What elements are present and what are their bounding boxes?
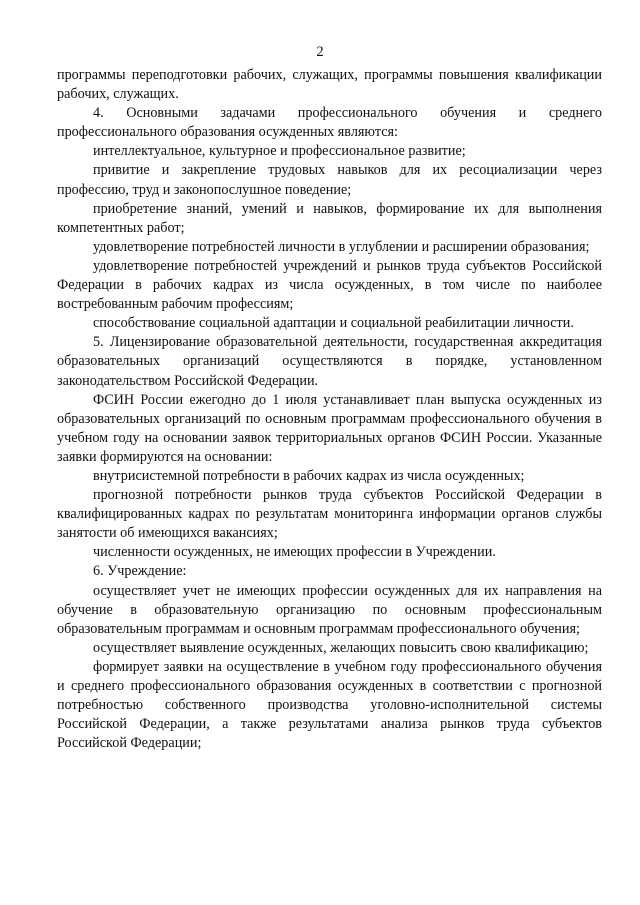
paragraph-duty-identify: осуществляет выявление осужденных, желающих повысить свою квалификацию; bbox=[93, 639, 589, 656]
paragraph-basis-forecast: прогнозной потребности рынков труда субъектов Российской Федерации в квалифицированных кадрах по результатам мониторинга информации органов службы занятости об имеющихся вакансиях; bbox=[57, 487, 602, 542]
paragraph-duty-registry: осуществляет учет не имеющих профессии осужденных для их направления на обучение в образовательную организацию по основным профессиональным образовательным программам и основным программам профессионального обучения; bbox=[57, 582, 602, 637]
paragraph-duty-requests: формирует заявки на осуществление в учебном году профессионального обучения и среднего профессионального образования осужденных в соответствии с прогнозной потребностью собственного производства уголовно-исполнительной системы Российской Федерации, а также результатами анализа рынков труда субъектов Российской Федерации; bbox=[57, 658, 602, 752]
paragraph-fsin-plan: ФСИН России ежегодно до 1 июля устанавливает план выпуска осужденных из образовательных организаций по основным программам профессионального обучения в учебном году на основании заявок территориальных органов ФСИН России. Указанные заявки формируются на основании: bbox=[57, 391, 602, 465]
document-body bbox=[57, 66, 602, 753]
paragraph-continuation: программы переподготовки рабочих, служащих, программы повышения квалификации рабочих, служащих. bbox=[57, 67, 602, 103]
paragraph-item-6: 6. Учреждение: bbox=[93, 563, 187, 580]
paragraph-task-personal-needs: удовлетворение потребностей личности в углублении и расширении образования; bbox=[93, 238, 590, 255]
paragraph-item-5: 5. Лицензирование образовательной деятельности, государственная аккредитация образовательных организаций осуществляются в порядке, установленном законодательством Российской Федерации. bbox=[57, 334, 602, 389]
paragraph-task-institution-needs: удовлетворение потребностей учреждений и рынков труда субъектов Российской Федерации в рабочих кадрах из числа осужденных, в том числе по наиболее востребованным рабочим профессиям; bbox=[57, 257, 602, 313]
paragraph-item-4: 4. Основными задачами профессионального обучения и среднего профессионального образования осужденных являются: bbox=[57, 105, 602, 141]
paragraph-basis-count: численности осужденных, не имеющих профессии в Учреждении. bbox=[93, 544, 496, 561]
paragraph-task-knowledge: приобретение знаний, умений и навыков, формирование их для выполнения компетентных работ; bbox=[57, 200, 602, 236]
page-number: 2 bbox=[316, 44, 324, 60]
paragraph-task-labor-skills: привитие и закрепление трудовых навыков для их ресоциализации через профессию, труд и законопослушное поведение; bbox=[57, 162, 602, 198]
paragraph-task-adaptation: способствование социальной адаптации и социальной реабилитации личности. bbox=[93, 315, 574, 332]
paragraph-basis-internal: внутрисистемной потребности в рабочих кадрах из числа осужденных; bbox=[93, 467, 525, 484]
paragraph-task-development: интеллектуальное, культурное и профессиональное развитие; bbox=[93, 143, 466, 160]
